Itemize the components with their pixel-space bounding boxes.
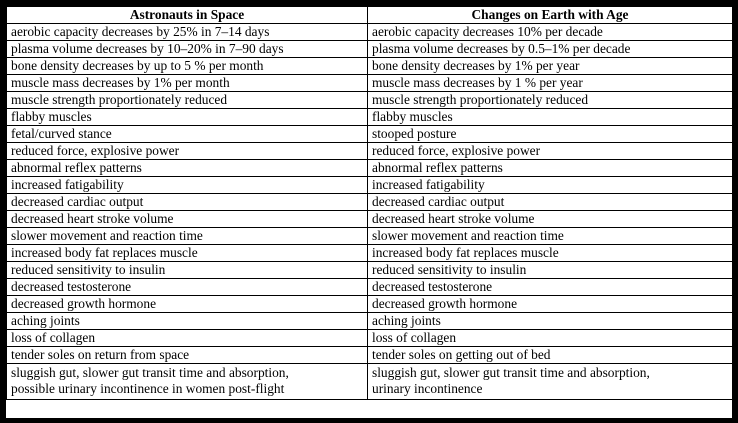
table-cell-earth: aching joints	[368, 313, 733, 330]
table-cell-space: increased body fat replaces muscle	[7, 245, 368, 262]
table-cell-earth: slower movement and reaction time	[368, 228, 733, 245]
table-cell-space: flabby muscles	[7, 109, 368, 126]
table-cell-earth: aerobic capacity decreases 10% per decade	[368, 24, 733, 41]
table-row	[7, 75, 733, 92]
table-row	[7, 262, 733, 279]
cell-line: sluggish gut, slower gut transit time and absorption,	[11, 365, 289, 380]
table-cell-earth: decreased growth hormone	[368, 296, 733, 313]
table-header-row	[7, 7, 733, 24]
table-row	[7, 143, 733, 160]
table-cell-space: abnormal reflex patterns	[7, 160, 368, 177]
table-cell-earth: increased fatigability	[368, 177, 733, 194]
table-cell-earth: plasma volume decreases by 0.5–1% per decade	[368, 41, 733, 58]
comparison-table	[6, 6, 733, 400]
table-row	[7, 160, 733, 177]
table-row	[7, 92, 733, 109]
table-row	[7, 279, 733, 296]
table-row	[7, 58, 733, 75]
table-cell-space: loss of collagen	[7, 330, 368, 347]
table-cell-space: aching joints	[7, 313, 368, 330]
cell-line: possible urinary incontinence in women post-flight	[11, 381, 285, 396]
table-cell-space: slower movement and reaction time	[7, 228, 368, 245]
table-row	[7, 211, 733, 228]
table-row	[7, 347, 733, 364]
header-astronauts-in-space: Astronauts in Space	[7, 7, 368, 24]
table-cell-space	[7, 364, 368, 400]
table-cell-space: decreased cardiac output	[7, 194, 368, 211]
table-cell-space: tender soles on return from space	[7, 347, 368, 364]
table-cell-earth: tender soles on getting out of bed	[368, 347, 733, 364]
table-row	[7, 109, 733, 126]
table-cell-earth: decreased testosterone	[368, 279, 733, 296]
table-row	[7, 194, 733, 211]
table-cell-earth: increased body fat replaces muscle	[368, 245, 733, 262]
table-cell-earth: muscle strength proportionately reduced	[368, 92, 733, 109]
table-cell-space: bone density decreases by up to 5 % per month	[7, 58, 368, 75]
cell-line: sluggish gut, slower gut transit time and absorption,	[372, 365, 650, 380]
table-row	[7, 313, 733, 330]
table-cell-earth: muscle mass decreases by 1 % per year	[368, 75, 733, 92]
table-cell-space: reduced force, explosive power	[7, 143, 368, 160]
table-cell-space: muscle strength proportionately reduced	[7, 92, 368, 109]
table-cell-space: decreased growth hormone	[7, 296, 368, 313]
table-body	[7, 24, 733, 400]
table-cell-earth: flabby muscles	[368, 109, 733, 126]
table-cell-earth: decreased heart stroke volume	[368, 211, 733, 228]
table-cell-space: fetal/curved stance	[7, 126, 368, 143]
table-cell-earth: stooped posture	[368, 126, 733, 143]
table-cell-space: decreased testosterone	[7, 279, 368, 296]
table-row	[7, 177, 733, 194]
table-cell-space: aerobic capacity decreases by 25% in 7–14 days	[7, 24, 368, 41]
table-cell-earth	[368, 364, 733, 400]
table-cell-space: reduced sensitivity to insulin	[7, 262, 368, 279]
table-cell-space: plasma volume decreases by 10–20% in 7–90 days	[7, 41, 368, 58]
table-row	[7, 296, 733, 313]
table-cell-earth: decreased cardiac output	[368, 194, 733, 211]
table-row	[7, 24, 733, 41]
table-cell-space: decreased heart stroke volume	[7, 211, 368, 228]
cell-line: urinary incontinence	[372, 381, 483, 396]
table-row	[7, 228, 733, 245]
table-row	[7, 330, 733, 347]
table-cell-earth: bone density decreases by 1% per year	[368, 58, 733, 75]
table-cell-earth: reduced force, explosive power	[368, 143, 733, 160]
comparison-table-container	[6, 6, 732, 418]
table-cell-space: increased fatigability	[7, 177, 368, 194]
table-cell-space: muscle mass decreases by 1% per month	[7, 75, 368, 92]
table-row-last	[7, 364, 733, 400]
table-row	[7, 245, 733, 262]
table-cell-earth: reduced sensitivity to insulin	[368, 262, 733, 279]
header-changes-on-earth-with-age: Changes on Earth with Age	[368, 7, 733, 24]
table-cell-earth: loss of collagen	[368, 330, 733, 347]
table-row	[7, 41, 733, 58]
table-row	[7, 126, 733, 143]
table-cell-earth: abnormal reflex patterns	[368, 160, 733, 177]
